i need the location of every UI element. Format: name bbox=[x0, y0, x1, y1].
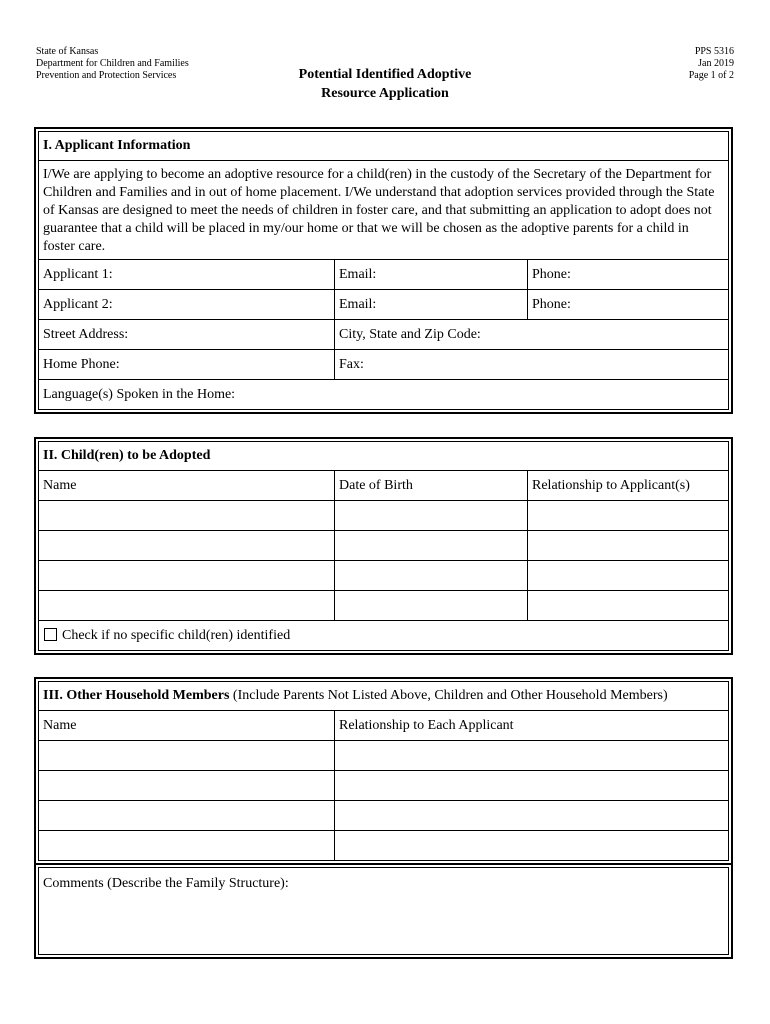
agency-line: State of Kansas bbox=[36, 46, 99, 57]
form-number: PPS 5316 bbox=[694, 46, 734, 57]
fax-field[interactable]: Fax: bbox=[335, 350, 729, 380]
no-specific-child-checkbox[interactable] bbox=[44, 628, 57, 641]
table-row bbox=[39, 831, 729, 861]
member-relationship-cell[interactable] bbox=[335, 831, 729, 861]
member-name-cell[interactable] bbox=[39, 771, 335, 801]
child-name-cell[interactable] bbox=[39, 591, 335, 621]
comments-section bbox=[34, 863, 733, 959]
child-relationship-cell[interactable] bbox=[528, 531, 729, 561]
table-row bbox=[39, 801, 729, 831]
applicant2-field[interactable]: Applicant 2: bbox=[39, 290, 335, 320]
city-state-zip-field[interactable]: City, State and Zip Code: bbox=[335, 320, 729, 350]
applicant1-phone-field[interactable]: Phone: bbox=[528, 260, 729, 290]
member-name-cell[interactable] bbox=[39, 741, 335, 771]
table-row bbox=[39, 531, 729, 561]
checkbox-label: Check if no specific child(ren) identified bbox=[62, 627, 291, 643]
child-relationship-cell[interactable] bbox=[528, 561, 729, 591]
child-name-cell[interactable] bbox=[39, 531, 335, 561]
section-title-bold: III. Other Household Members bbox=[43, 688, 230, 703]
member-relationship-cell[interactable] bbox=[335, 771, 729, 801]
form-id-block bbox=[689, 46, 734, 82]
member-name-cell[interactable] bbox=[39, 801, 335, 831]
child-name-cell[interactable] bbox=[39, 561, 335, 591]
form-title bbox=[200, 65, 570, 103]
child-dob-cell[interactable] bbox=[335, 561, 528, 591]
child-dob-cell[interactable] bbox=[335, 591, 528, 621]
no-specific-child-row bbox=[39, 621, 729, 651]
children-section bbox=[34, 437, 733, 655]
member-relationship-cell[interactable] bbox=[335, 741, 729, 771]
intro-paragraph: I/We are applying to become an adoptive resource for a child(ren) in the custody of the Secretary of the Department for Children and Families and in out of home placement. I/We understand that adoption services provided through the State of Kansas are designed to meet the needs of children in foster care, and that submitting an application to adopt does not guarantee that a child will be placed in my/our home or that we will be chosen as the adoptive parents for a child in foster care. bbox=[39, 161, 729, 260]
applicant1-email-field[interactable]: Email: bbox=[335, 260, 528, 290]
table-row bbox=[39, 741, 729, 771]
household-members-section bbox=[34, 677, 733, 865]
agency-line: Prevention and Protection Services bbox=[36, 70, 177, 81]
table-row bbox=[39, 561, 729, 591]
form-title-line: Potential Identified Adoptive bbox=[298, 67, 472, 82]
street-address-field[interactable]: Street Address: bbox=[39, 320, 335, 350]
section-title-note: (Include Parents Not Listed Above, Children and Other Household Members) bbox=[232, 688, 668, 703]
comments-field[interactable]: Comments (Describe the Family Structure): bbox=[39, 868, 729, 955]
column-header-relationship: Relationship to Each Applicant bbox=[335, 711, 729, 741]
child-relationship-cell[interactable] bbox=[528, 591, 729, 621]
section-title bbox=[39, 682, 729, 711]
agency-line: Department for Children and Families bbox=[36, 58, 189, 69]
child-name-cell[interactable] bbox=[39, 501, 335, 531]
applicant2-phone-field[interactable]: Phone: bbox=[528, 290, 729, 320]
child-dob-cell[interactable] bbox=[335, 501, 528, 531]
section-title: I. Applicant Information bbox=[39, 132, 729, 161]
column-header-dob: Date of Birth bbox=[335, 471, 528, 501]
applicant1-field[interactable]: Applicant 1: bbox=[39, 260, 335, 290]
languages-field[interactable]: Language(s) Spoken in the Home: bbox=[39, 380, 729, 410]
page-number: Page 1 of 2 bbox=[688, 70, 734, 81]
column-header-relationship: Relationship to Applicant(s) bbox=[528, 471, 729, 501]
agency-block bbox=[36, 46, 189, 82]
member-name-cell[interactable] bbox=[39, 831, 335, 861]
table-row bbox=[39, 591, 729, 621]
applicant2-email-field[interactable]: Email: bbox=[335, 290, 528, 320]
applicant-information-section bbox=[34, 127, 733, 414]
child-relationship-cell[interactable] bbox=[528, 501, 729, 531]
column-header-name: Name bbox=[39, 471, 335, 501]
child-dob-cell[interactable] bbox=[335, 531, 528, 561]
column-header-name: Name bbox=[39, 711, 335, 741]
section-title: II. Child(ren) to be Adopted bbox=[39, 442, 729, 471]
form-date: Jan 2019 bbox=[698, 58, 734, 69]
form-title-line: Resource Application bbox=[321, 86, 449, 101]
home-phone-field[interactable]: Home Phone: bbox=[39, 350, 335, 380]
table-row bbox=[39, 501, 729, 531]
table-row bbox=[39, 771, 729, 801]
member-relationship-cell[interactable] bbox=[335, 801, 729, 831]
